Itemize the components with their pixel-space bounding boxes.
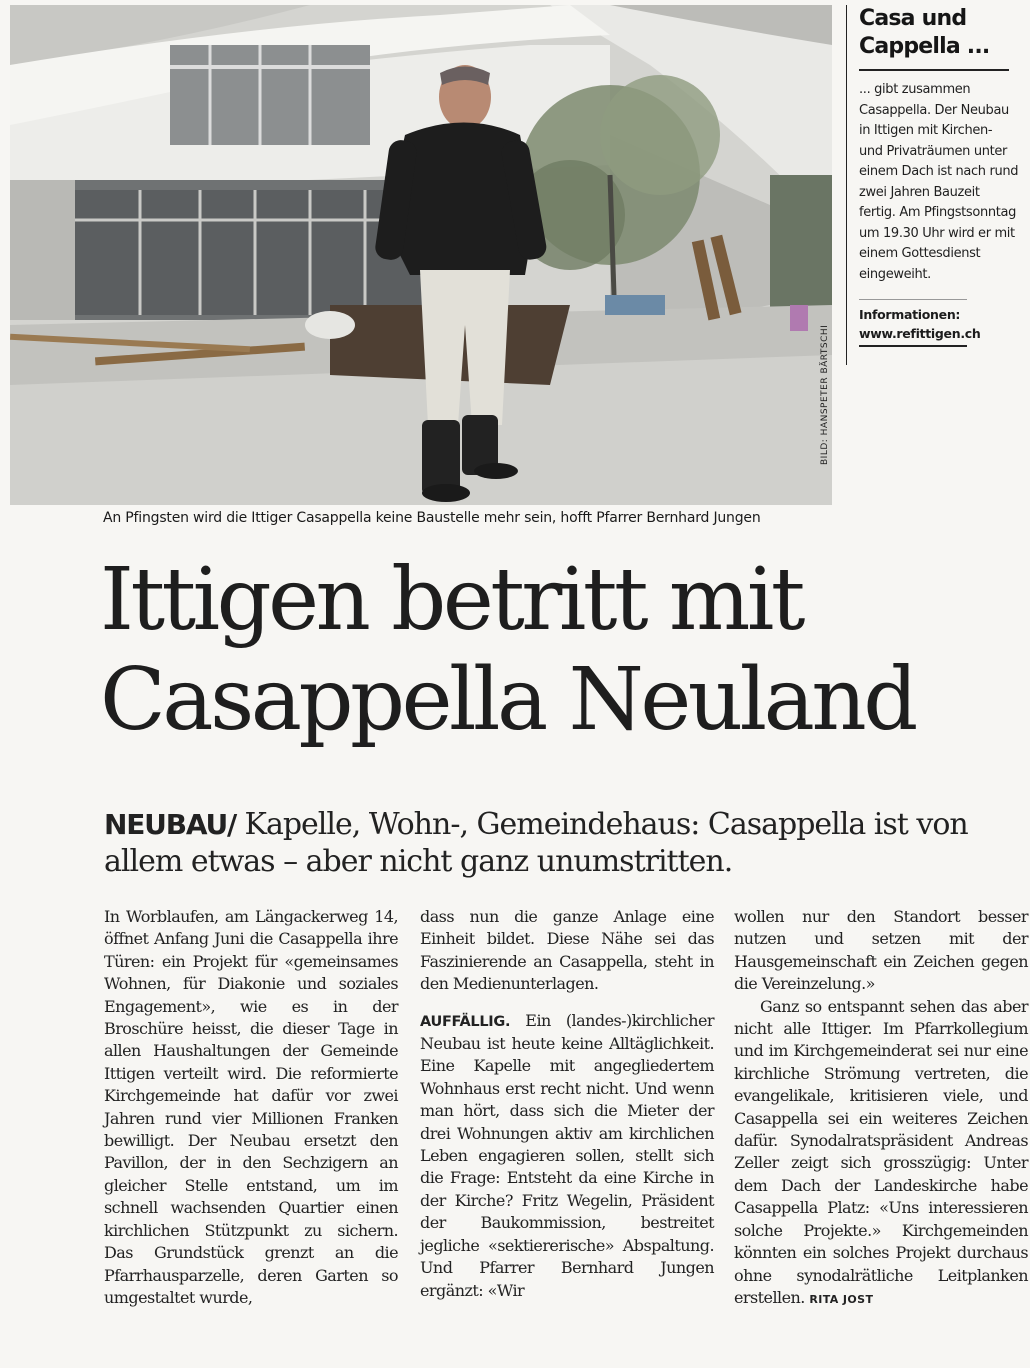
article-paragraph: In Worblaufen, am Längackerweg 14, öffnet Anfang Juni die Casappella ihre Türen: ein Projekt für «gemeinsames Wohnen, für Diakonie und soziales Engagement», wie es in der Broschüre heisst, die dieser Tage in allen Haushaltungen der Gemeinde Ittigen verteilt wird. Die reformierte Kirchgemeinde hat dafür vor zwei Jahren rund vier Millionen Franken bewilligt. Der Neubau ersetzt den Pavillon, der in den Sechzigern an gleicher Stelle entstand, um im schnell wachsenden Quartier einen kirchlichen Stützpunkt zu sichern. Das Grundstück grenzt an die Pfarrhausparzelle, deren Garten so umgestaltet wurde, [104, 907, 398, 1307]
sidebar-title-line2: Cappella ... [859, 34, 990, 59]
article-column-1 [104, 906, 398, 1309]
sidebar-body: ... gibt zusammen Casappella. Der Neubau in Ittigen mit Kirchen- und Privaträumen unter einem Dach ist nach rund zwei Jahren Bauzeit fertig. Am Pfingstsonntag um 19.30 Uhr wird er mit einem Gottesdienst eingeweiht. [859, 82, 1019, 282]
construction-site-photo [10, 5, 832, 505]
article-column-2 [420, 906, 714, 1302]
article-paragraph-text: Ein (landes-)kirchlicher Neubau ist heute keine Alltäglichkeit. Eine Kapelle mit angegliedertem Wohnhaus erst recht nicht. Und wenn man hört, dass sich die Mieter der drei Wohnungen aktiv am kirchlichen Leben engagieren sollen, stellt sich die Frage: Entsteht da eine Kirche in der Kirche? Fritz Wegelin, Präsident der Baukommission, bestreitet jegliche «sektiererische» Abspaltung. Und Pfarrer Bernhard Jungen ergänzt: «Wir [420, 1010, 714, 1300]
article-paragraph [734, 996, 1028, 1312]
sidebar-title [859, 5, 1009, 71]
headline-line2: Casappella Neuland [100, 650, 915, 750]
article-paragraph: wollen nur den Standort besser nutzen und setzen mit der Hausgemeinschaft ein Zeichen gegen die Vereinzelung.» [734, 907, 1028, 994]
article-paragraph-text: Ganz so entspannt sehen das aber nicht alle Ittiger. Im Pfarrkollegium und im Kirchgemeinderat sei nur eine kirchliche Strömung vertreten, die evangelikale, kritisieren viele, und Casappella sei ein weiteres Zeichen dafür. Synodalratspräsident Andreas Zeller zeigt sich grosszügig: Unter dem Dach der Landeskirche habe Casappella Platz: «Uns interessieren solche Projekte.» Kirchgemeinden könnten ein solches Projekt durchaus ohne synodalrätliche Leitplanken erstellen. [734, 996, 1028, 1307]
headline-line1: Ittigen betritt mit [100, 550, 802, 650]
info-sidebar [846, 5, 1022, 365]
sidebar-title-line1: Casa und [859, 6, 967, 31]
article-paragraph: dass nun die ganze Anlage eine Einheit bildet. Diese Nähe sei das Faszinierende an Casappella, steht in den Medienunterlagen. [420, 907, 714, 994]
sidebar-info-url[interactable]: www.refittigen.ch [859, 324, 967, 347]
photo-credit [810, 5, 832, 505]
headline [100, 550, 1000, 750]
subhead-kicker: NEUBAU/ [104, 808, 237, 841]
sidebar-info [859, 299, 981, 347]
author-byline: RITA JOST [809, 1292, 874, 1306]
photo-credit-text: BILD: HANSPETER BÄRTSCHI [820, 324, 830, 465]
photo-caption: An Pfingsten wird die Ittiger Casappella keine Baustelle mehr sein, hofft Pfarrer Bernhard Jungen [103, 510, 761, 526]
subhead-text: Kapelle, Wohn-, Gemeindehaus: Casappella ist von allem etwas – aber nicht ganz unumstritten. [104, 807, 968, 879]
article-section [420, 1010, 714, 1302]
sidebar-info-label: Informationen: [859, 307, 961, 322]
section-lead: AUFFÄLLIG. [420, 1013, 511, 1030]
article-column-3 [734, 906, 1028, 1311]
article-photo [10, 5, 832, 505]
subheadline [104, 806, 1004, 880]
